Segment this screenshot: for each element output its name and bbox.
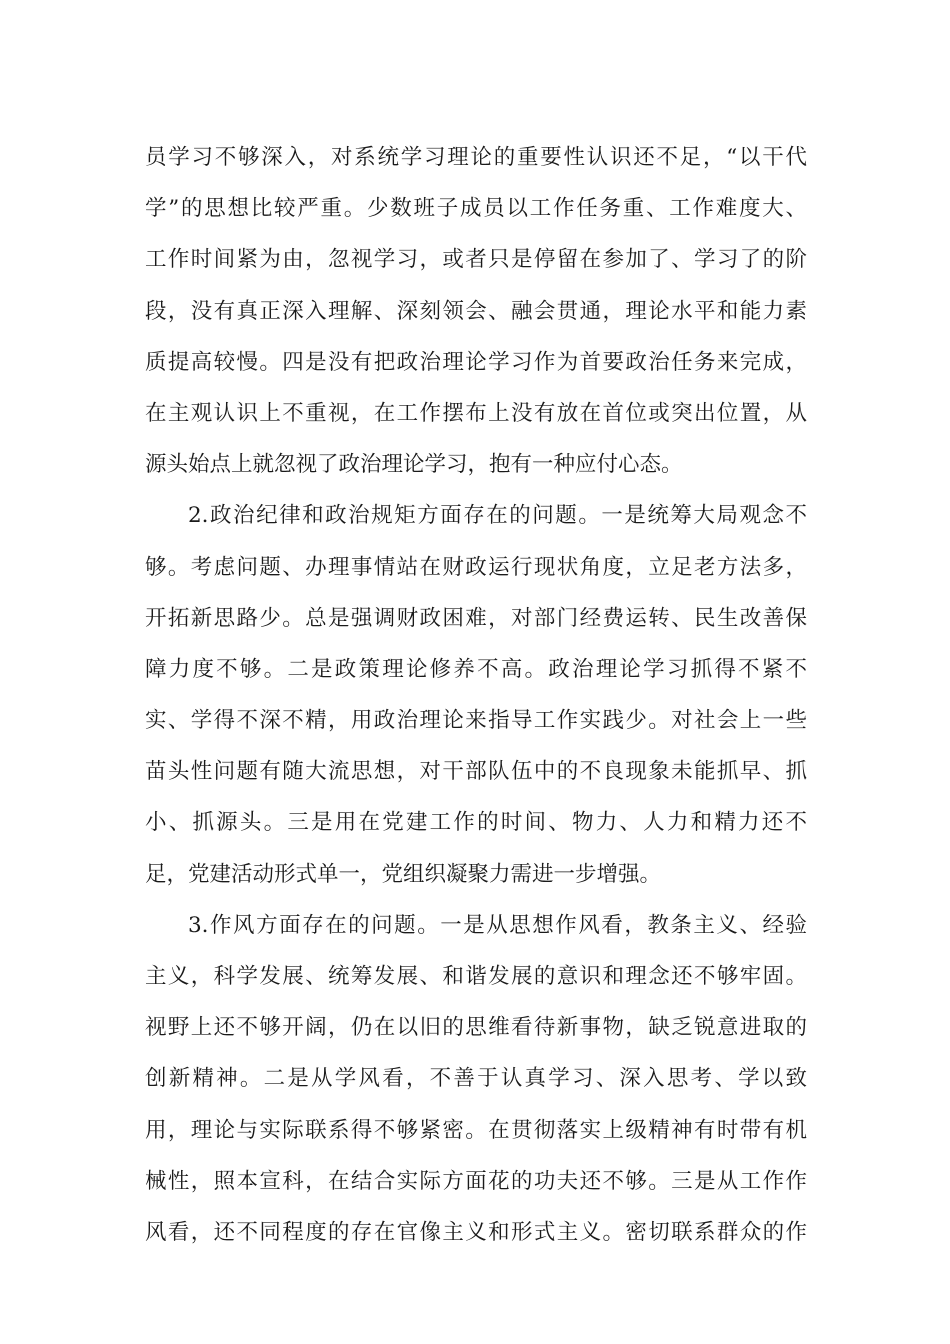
text-line: 视野上还不够开阔，仍在以旧的思维看待新事物，缺乏锐意进取的 [145,1015,807,1041]
body-text [145,132,807,1258]
text-line: 实、学得不深不精，用政治理论来指导工作实践少。对社会上一些 [145,708,807,734]
text-line: 段，没有真正深入理解、深刻领会、融会贯通，理论水平和能力素 [145,298,807,324]
text-line: 质提高较慢。四是没有把政治理论学习作为首要政治任务来完成， [145,349,807,375]
text-line: 用，理论与实际联系得不够紧密。在贯彻落实上级精神有时带有机 [145,1117,807,1143]
text-line: 小、抓源头。三是用在党建工作的时间、物力、人力和精力还不 [145,810,807,836]
text-line: 风看，还不同程度的存在官像主义和形式主义。密切联系群众的作 [145,1219,807,1245]
text-line: 障力度不够。二是政策理论修养不高。政治理论学习抓得不紧不 [145,656,807,682]
text-line: 开拓新思路少。总是强调财政困难，对部门经费运转、民生改善保 [145,605,807,631]
text-line: 学”的思想比较严重。少数班子成员以工作任务重、工作难度大、 [145,196,807,222]
text-line: 够。考虑问题、办理事情站在财政运行现状角度，立足老方法多， [145,554,807,580]
text-line: 工作时间紧为由，忽视学习，或者只是停留在参加了、学习了的阶 [145,247,807,273]
text-line: 主义，科学发展、统筹发展、和谐发展的意识和理念还不够牢固。 [145,964,807,989]
section-heading-line: 2.政治纪律和政治规矩方面存在的问题。一是统筹大局观念不 [188,503,807,529]
text-line: 员学习不够深入，对系统学习理论的重要性认识还不足，“以干代 [145,145,807,170]
text-line: 械性，照本宣科，在结合实际方面花的功夫还不够。三是从工作作 [145,1168,807,1194]
text-line: 苗头性问题有随大流思想，对干部队伍中的不良现象未能抓早、抓 [145,759,807,785]
section-heading-line: 3.作风方面存在的问题。一是从思想作风看，教条主义、经验 [188,912,807,938]
text-line: 源头始点上就忽视了政治理论学习，抱有一种应付心态。 [145,452,683,478]
text-line: 足，党建活动形式单一，党组织凝聚力需进一步增强。 [145,861,662,887]
text-line: 在主观认识上不重视，在工作摆布上没有放在首位或突出位置，从 [145,400,807,426]
text-line: 创新精神。二是从学风看，不善于认真学习、深入思考、学以致 [145,1066,807,1092]
